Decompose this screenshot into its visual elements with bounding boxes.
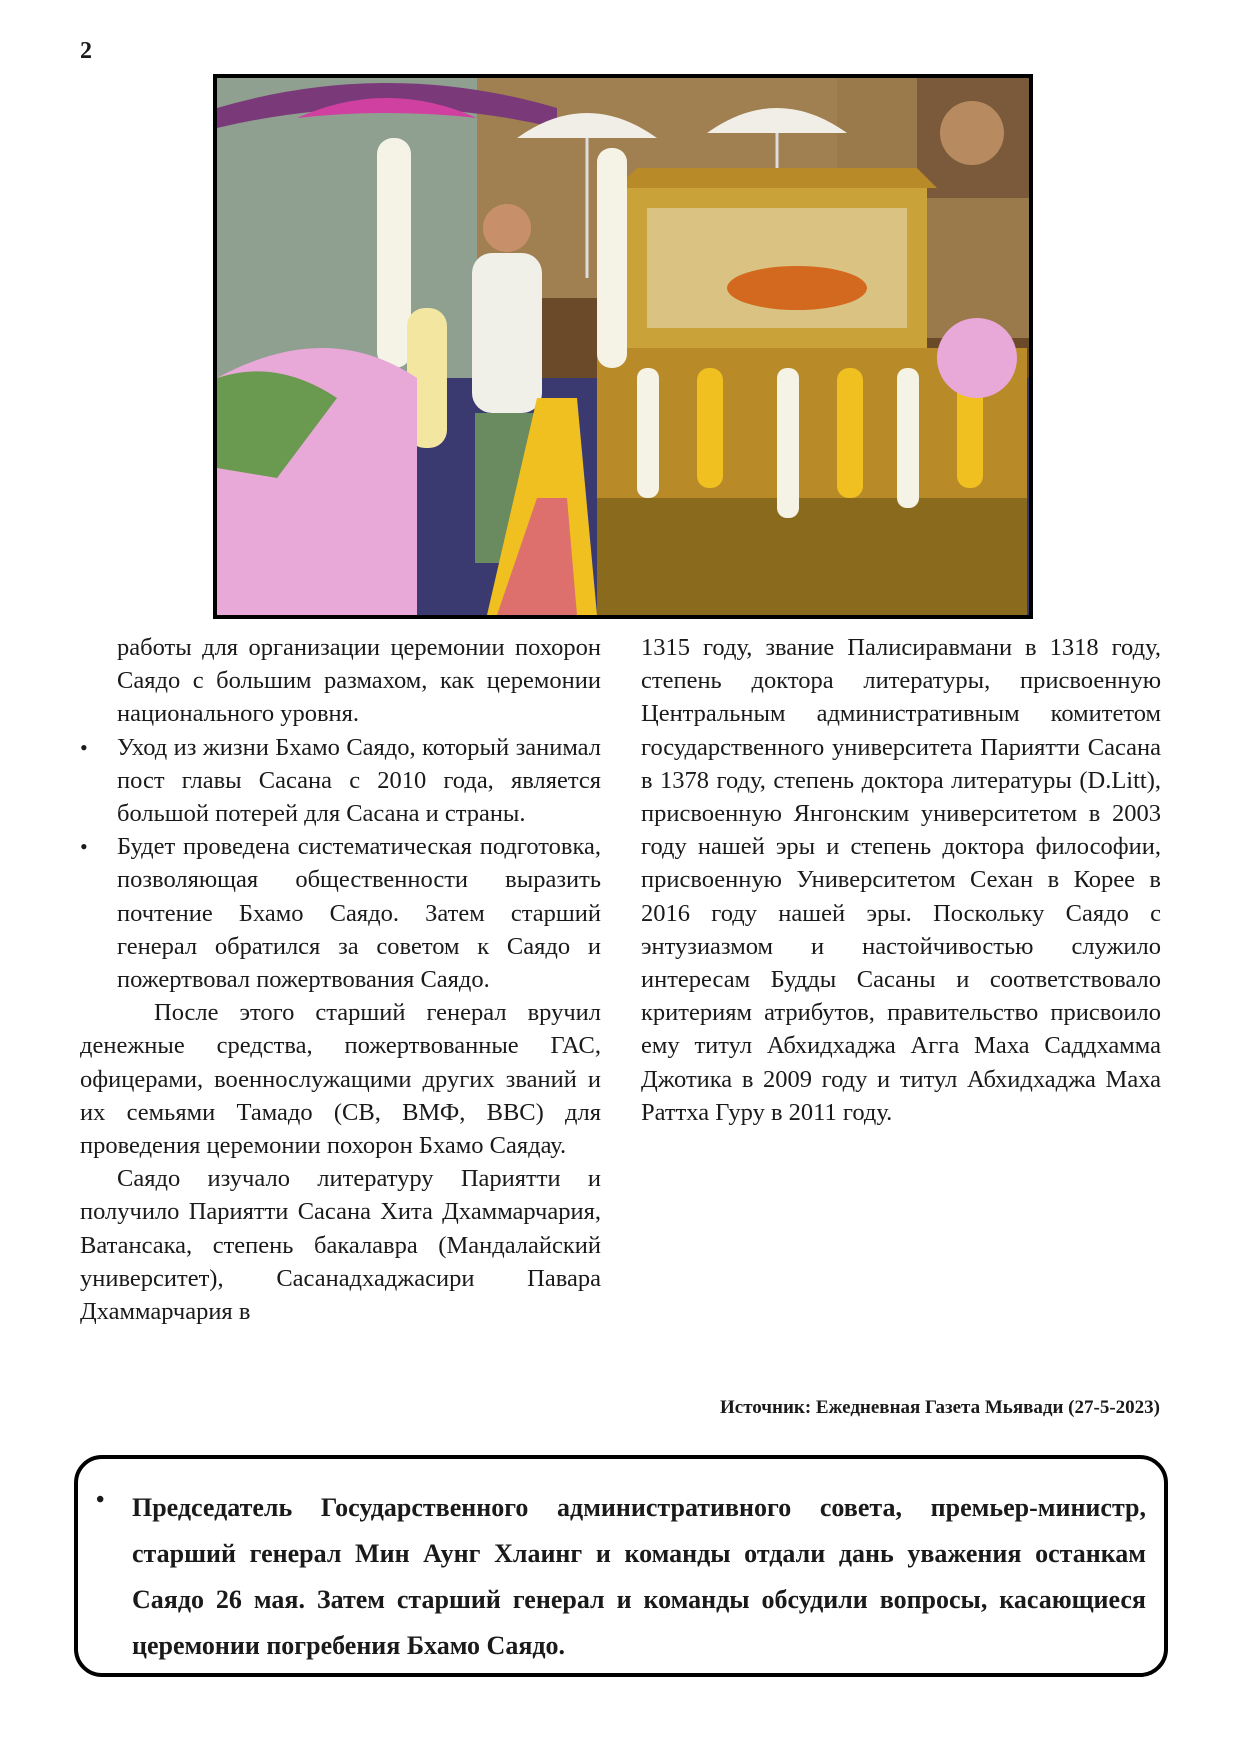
body-paragraph: Саядо изучало литературу Париятти и получило Париятти Сасана Хита Дхаммарчария, Ватансака, степень бакалавра (Мандалайский университет), Сасанадхаджасири Павара Дхаммарчария в bbox=[80, 1165, 601, 1326]
left-column bbox=[80, 631, 601, 1328]
summary-box bbox=[74, 1455, 1168, 1677]
source-citation: Источник: Ежедневная Газета Мьявади (27-5-2023) bbox=[720, 1397, 1160, 1418]
summary-text: Председатель Государственного административного совета, премьер-министр, старший генерал Мин Аунг Хлаинг и команды отдали дань уважения останкам Саядо 26 мая. Затем старший генерал и команды обсудили вопросы, касающиеся церемонии погребения Бхамо Саядо. bbox=[132, 1493, 1146, 1660]
bullet-item: • Уход из жизни Бхамо Саядо, который занимал пост главы Сасана с 2010 года, является большой потерей для Сасана и страны. bbox=[80, 731, 601, 831]
body-paragraph: После этого старший генерал вручил денежные средства, пожертвованные ГАС, офицерами, военнослужащими других званий и их семьями Тамадо (СВ, ВМФ, ВВС) для проведения церемонии похорон Бхамо Саядау. bbox=[80, 999, 601, 1160]
continuation-paragraph: работы для организации церемонии похорон Саядо с большим размахом, как церемонии национального уровня. bbox=[117, 634, 601, 728]
body-paragraph: 1315 году, звание Палисиравмани в 1318 году, степень доктора литературы, присвоенную Центральным административным комитетом государственного университета Париятти Сасана в 1378 году, степень доктора литературы (D.Litt), присвоенную Янгонским университетом в 2003 году нашей эры и степень доктора философии, присвоенную Университетом Сехан в Корее в 2016 году нашей эры. Поскольку Саядо с энтузиазмом и настойчивостью служило интересам Будды Сасаны и соответствовало критериям атрибутов, правительство присвоило ему титул Абхидхаджа Агга Маха Саддхамма Джотика в 2009 году и титул Абхидхаджа Маха Раттха Гуру в 2011 году. bbox=[641, 634, 1161, 1126]
bullet-item: • Будет проведена систематическая подготовка, позволяющая общественности выразить почтение Бхамо Саядо. Затем старший генерал обратился за советом к Саядо и пожертвовал пожертвования Саядо. bbox=[80, 830, 601, 996]
right-column bbox=[641, 631, 1161, 1129]
page-number: 2 bbox=[80, 38, 92, 64]
ceremony-illustration bbox=[217, 78, 1029, 615]
ceremony-photo bbox=[213, 74, 1033, 619]
bullet-icon: • bbox=[96, 1487, 105, 1513]
